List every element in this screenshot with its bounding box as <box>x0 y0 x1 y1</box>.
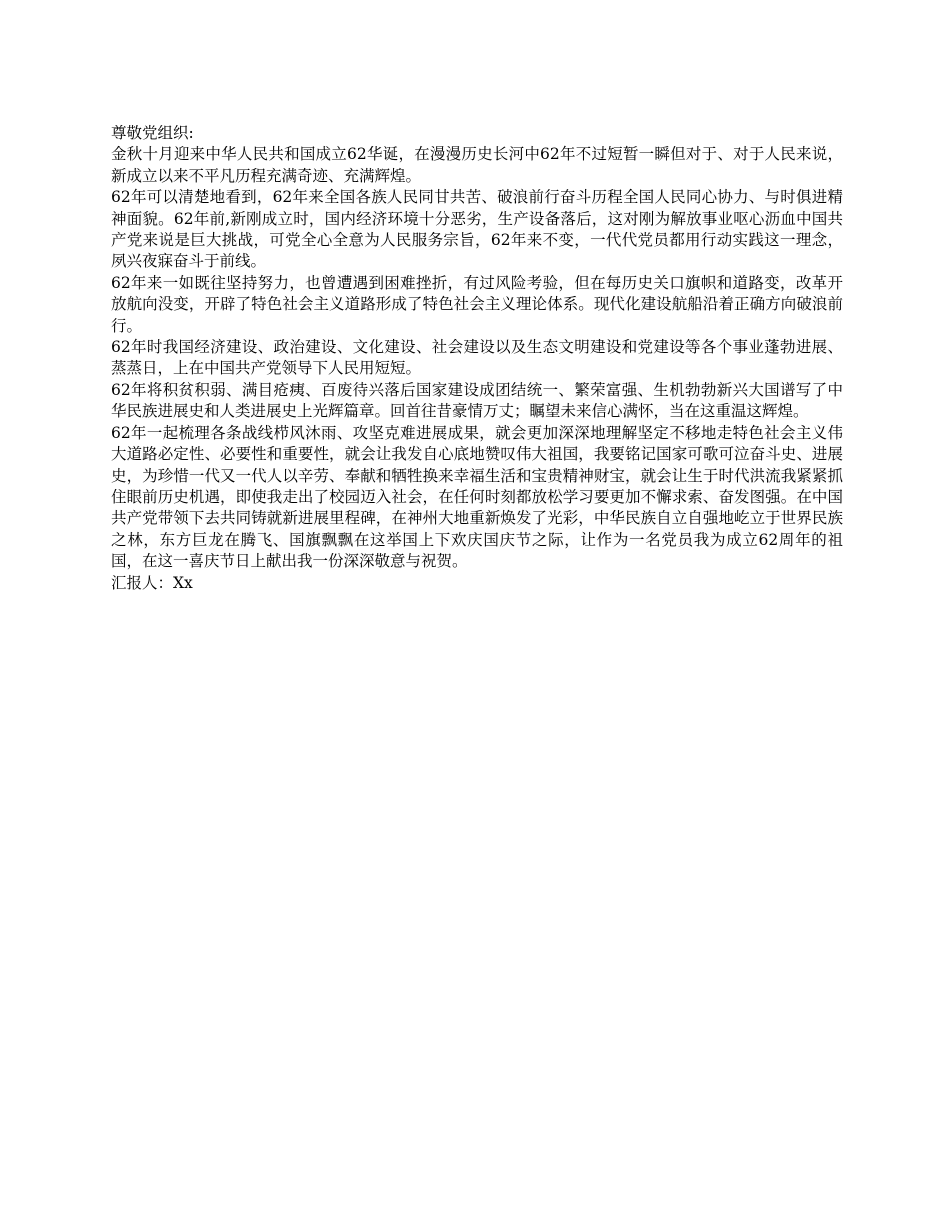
document-page <box>111 123 843 594</box>
salutation: 尊敬党组织: <box>111 124 194 142</box>
paragraph-1: 金秋十月迎来中华人民共和国成立62华诞，在漫漫历史长河中62年不过短暂一瞬但对于、对于人民来说，新成立以来不平凡历程充满奇迹、充满辉煌。 <box>111 145 843 185</box>
paragraph-2: 62年可以清楚地看到，62年来全国各族人民同甘共苦、破浪前行奋斗历程全国人民同心协力、与时俱进精神面貌。62年前,新刚成立时，国内经济环境十分恶劣，生产设备落后，这对刚为解放事业呕心沥血中国共产党来说是巨大挑战，可党全心全意为人民服务宗旨，62年来不变，一代代党员都用行动实践这一理念，夙兴夜寐奋斗于前线。 <box>111 188 843 271</box>
signature: 汇报人：Xx <box>111 573 193 592</box>
paragraph-4: 62年时我国经济建设、政治建设、文化建设、社会建设以及生态文明建设和党建设等各个事业蓬勃进展、蒸蒸日，上在中国共产党领导下人民用短短。 <box>111 338 843 378</box>
paragraph-5: 62年将积贫积弱、满目疮痍、百废待兴落后国家建设成团结统一、繁荣富强、生机勃勃新兴大国谱写了中华民族进展史和人类进展史上光辉篇章。回首往昔豪情万丈；瞩望未来信心满怀，当在这重温这辉煌。 <box>111 380 843 421</box>
paragraph-3: 62年来一如既往坚持努力，也曾遭遇到困难挫折，有过风险考验，但在每历史关口旗帜和道路变，改革开放航向没变，开辟了特色社会主义道路形成了特色社会主义理论体系。现代化建设航船沿着正确方向破浪前行。 <box>111 273 843 335</box>
paragraph-6: 62年一起梳理各条战线栉风沐雨、攻坚克难进展成果，就会更加深深地理解坚定不移地走特色社会主义伟大道路必定性、必要性和重要性，就会让我发自心底地赞叹伟大祖国，我要铭记国家可歌可泣奋斗史、进展史，为珍惜一代又一代人以辛劳、奉献和牺牲换来幸福生活和宝贵精神财宝，就会让生于时代洪流我紧紧抓住眼前历史机遇，即使我走出了校园迈入社会，在任何时刻都放松学习要更加不懈求索、奋发图强。在中国共产党带领下去共同铸就新进展里程碑，在神州大地重新焕发了光彩，中华民族自立自强地屹立于世界民族之林，东方巨龙在腾飞、国旗飘飘在这举国上下欢庆国庆节之际，让作为一名党员我为成立62周年的祖国，在这一喜庆节日上献出我一份深深敬意与祝贺。 <box>111 423 843 571</box>
